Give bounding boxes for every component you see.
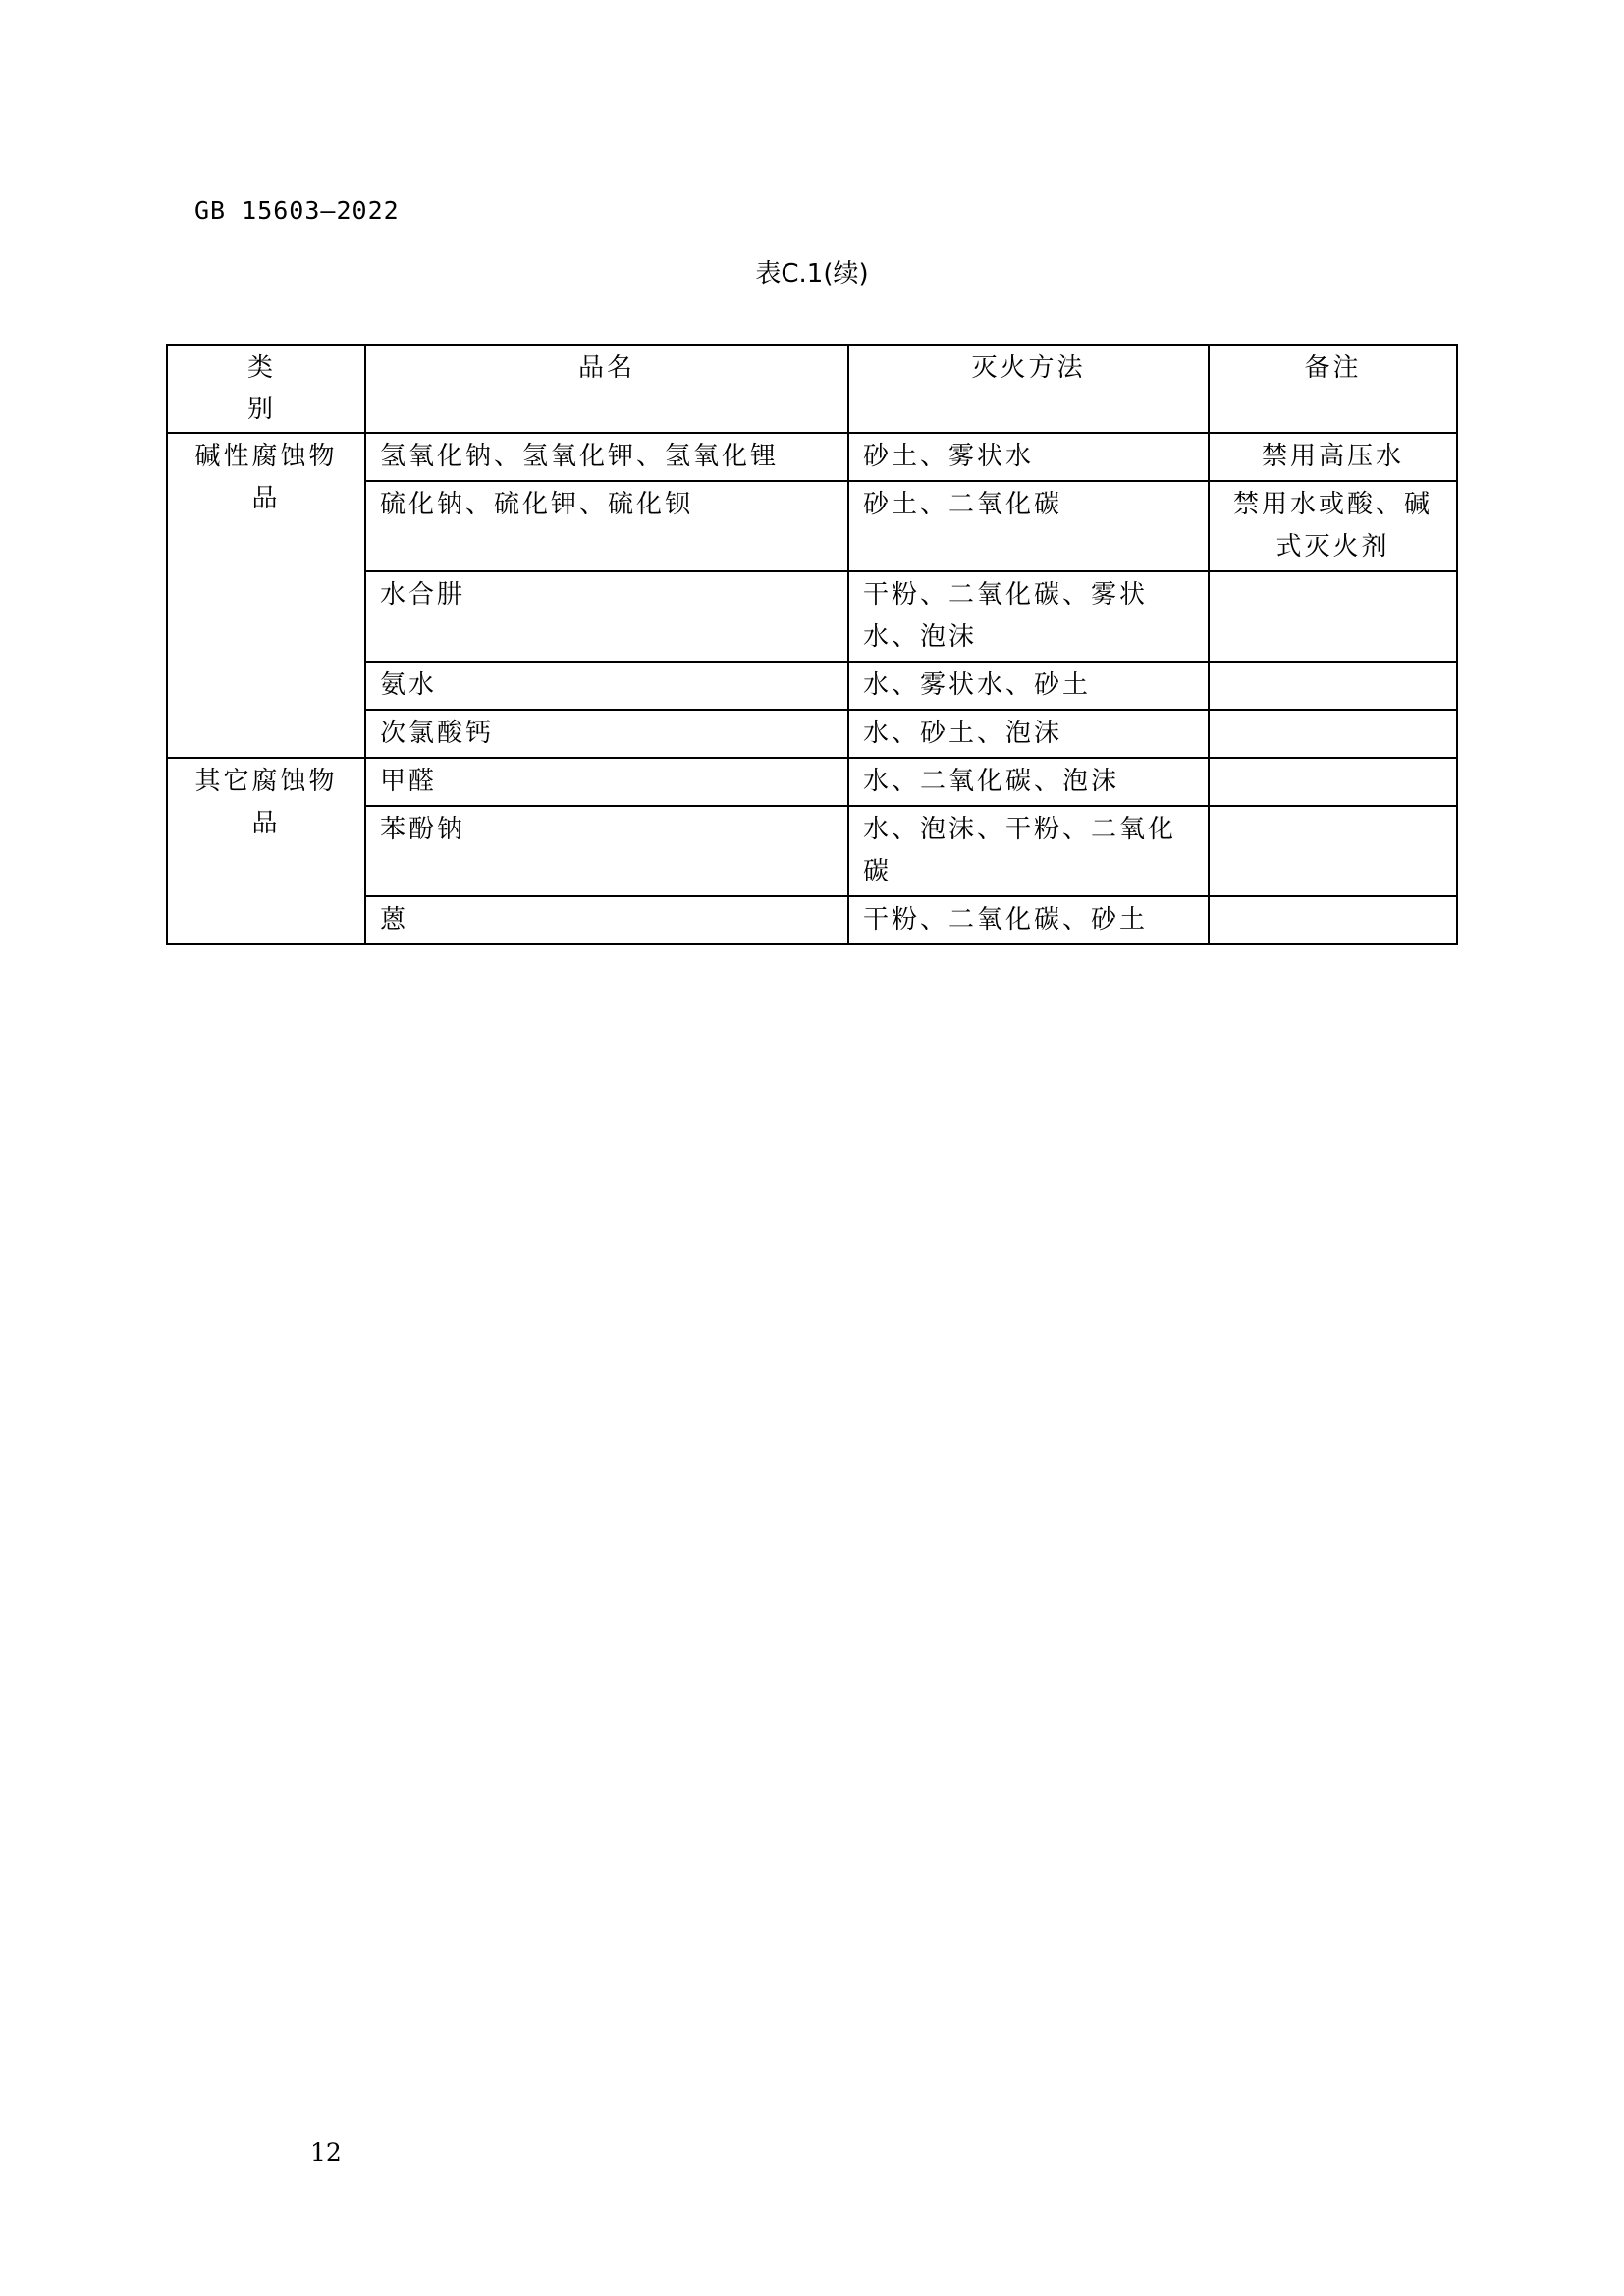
name-cell: 蒽 bbox=[365, 896, 848, 944]
category-cell: 其它腐蚀物品 bbox=[167, 758, 365, 944]
note-cell bbox=[1209, 662, 1457, 710]
standard-code: GB 15603—2022 bbox=[194, 196, 400, 225]
note-cell: 禁用水或酸、碱式灭火剂 bbox=[1209, 481, 1457, 571]
method-cell: 水、砂土、泡沫 bbox=[848, 710, 1209, 758]
method-cell: 水、泡沫、干粉、二氧化碳 bbox=[848, 806, 1209, 896]
column-header-note: 备注 bbox=[1209, 345, 1457, 433]
name-cell: 水合肼 bbox=[365, 571, 848, 662]
category-cell: 碱性腐蚀物品 bbox=[167, 433, 365, 758]
column-header-name: 品名 bbox=[365, 345, 848, 433]
note-cell bbox=[1209, 806, 1457, 896]
column-header-method: 灭火方法 bbox=[848, 345, 1209, 433]
column-header-category: 类 别 bbox=[167, 345, 365, 433]
method-cell: 砂土、雾状水 bbox=[848, 433, 1209, 481]
note-cell: 禁用高压水 bbox=[1209, 433, 1457, 481]
name-cell: 氨水 bbox=[365, 662, 848, 710]
table-row bbox=[167, 433, 1457, 481]
note-cell bbox=[1209, 758, 1457, 806]
name-cell: 苯酚钠 bbox=[365, 806, 848, 896]
name-cell: 甲醛 bbox=[365, 758, 848, 806]
method-cell: 水、二氧化碳、泡沫 bbox=[848, 758, 1209, 806]
fire-extinguishing-table bbox=[166, 344, 1458, 945]
method-cell: 干粉、二氧化碳、砂土 bbox=[848, 896, 1209, 944]
table-row bbox=[167, 758, 1457, 806]
method-cell: 干粉、二氧化碳、雾状水、泡沫 bbox=[848, 571, 1209, 662]
note-cell bbox=[1209, 710, 1457, 758]
name-cell: 次氯酸钙 bbox=[365, 710, 848, 758]
name-cell: 氢氧化钠、氢氧化钾、氢氧化锂 bbox=[365, 433, 848, 481]
note-cell bbox=[1209, 571, 1457, 662]
table-header-row bbox=[167, 345, 1457, 433]
method-cell: 水、雾状水、砂土 bbox=[848, 662, 1209, 710]
page-number: 12 bbox=[310, 2138, 342, 2166]
name-cell: 硫化钠、硫化钾、硫化钡 bbox=[365, 481, 848, 571]
method-cell: 砂土、二氧化碳 bbox=[848, 481, 1209, 571]
note-cell bbox=[1209, 896, 1457, 944]
table-title: 表C.1(续) bbox=[755, 259, 869, 289]
